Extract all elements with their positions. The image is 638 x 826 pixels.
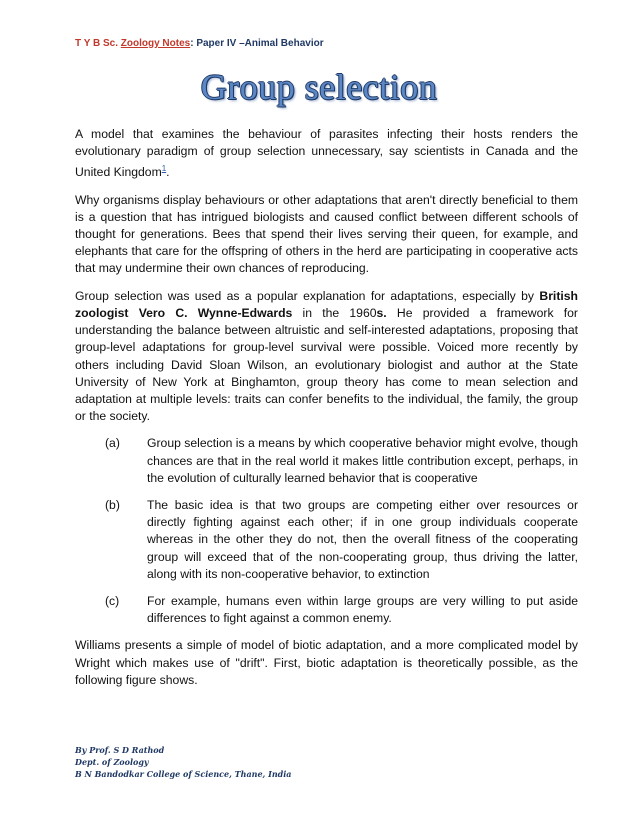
paragraph-3-bold-2: s. (376, 305, 387, 320)
list-item (75, 593, 578, 627)
paragraph-3-c: He provided a framework for understanding the balance between altruistic and self-interested adaptations, proposing that group-level adaptations for group-level survival were possible. Voiced more recently by others including David Sloan Wilson, an evolutionary biologist and author at the State University of New York at Binghamton, group theory has come to mean selection and adaptation at multiple levels: traits can confer benefits to the individual, the family, the group or the society. (75, 305, 578, 424)
list-marker: (a) (105, 436, 120, 451)
page-footer (75, 744, 292, 780)
paragraph-4: Williams presents a simple of model of biotic adaptation, and a more complicated model by Wright which makes use of "drift". First, biotic adaptation is theoretically possible, as the following figure shows. (75, 638, 578, 687)
header-prefix: T Y B Sc. (75, 38, 121, 49)
paragraph-1 (75, 126, 578, 182)
document-body (75, 126, 578, 699)
page-header (75, 38, 324, 49)
paragraph-3-a: Group selection was used as a popular explanation for adaptations, especially by (75, 288, 540, 303)
list-item (75, 497, 578, 583)
paragraph-3-bold-1: British zoologist Vero C. Wynne-Edwards (75, 288, 578, 320)
list-text: The basic idea is that two groups are competing either over resources or directly fighting against each other; if in one group individuals cooperate whereas in the other they do not, then the overall fitness of the cooperating group will exceed that of the non-cooperating group, thus driving the latter, along with its non-cooperative behavior, to extinction (147, 497, 578, 581)
paragraph-2: Why organisms display behaviours or other adaptations that aren't directly beneficial to them is a question that has intrigued biologists and caused conflict between different schools of thought for generations. Bees that spend their lives serving their queen, for example, and elephants that care for the offspring of others in the herd are participating in cooperative acts that may undermine their own chances of reproducing. (75, 192, 578, 276)
list-text: For example, humans even within large groups are very willing to put aside differences to fight against a common enemy. (147, 593, 578, 626)
paragraph-3-b: in the 1960 (292, 305, 377, 320)
footer-author: By Prof. S D Rathod (75, 745, 165, 755)
footer-dept: Dept. of Zoology (75, 757, 149, 767)
footer-college: B N Bandodkar College of Science, Thane, India (75, 769, 292, 779)
list-item (75, 435, 578, 487)
list-text: Group selection is a means by which cooperative behavior might evolve, though chances are that in the real world it makes little contribution except, perhaps, in the evolution of culturally learned behavior that is cooperative (147, 436, 578, 485)
header-suffix: : Paper IV –Animal Behavior (190, 38, 324, 49)
paragraph-1-text: A model that examines the behaviour of parasites infecting their hosts renders the evolutionary paradigm of group selection unnecessary, say scientists in Canada and the United Kingdom (75, 127, 578, 180)
footnote-ref[interactable]: 1 (161, 164, 167, 174)
page-title: Group selection (200, 67, 438, 107)
paragraph-3 (75, 288, 578, 426)
paragraph-1-end: . (166, 165, 170, 180)
header-course: Zoology Notes (120, 38, 191, 49)
list-marker: (c) (105, 593, 120, 608)
list-marker: (b) (105, 497, 120, 512)
